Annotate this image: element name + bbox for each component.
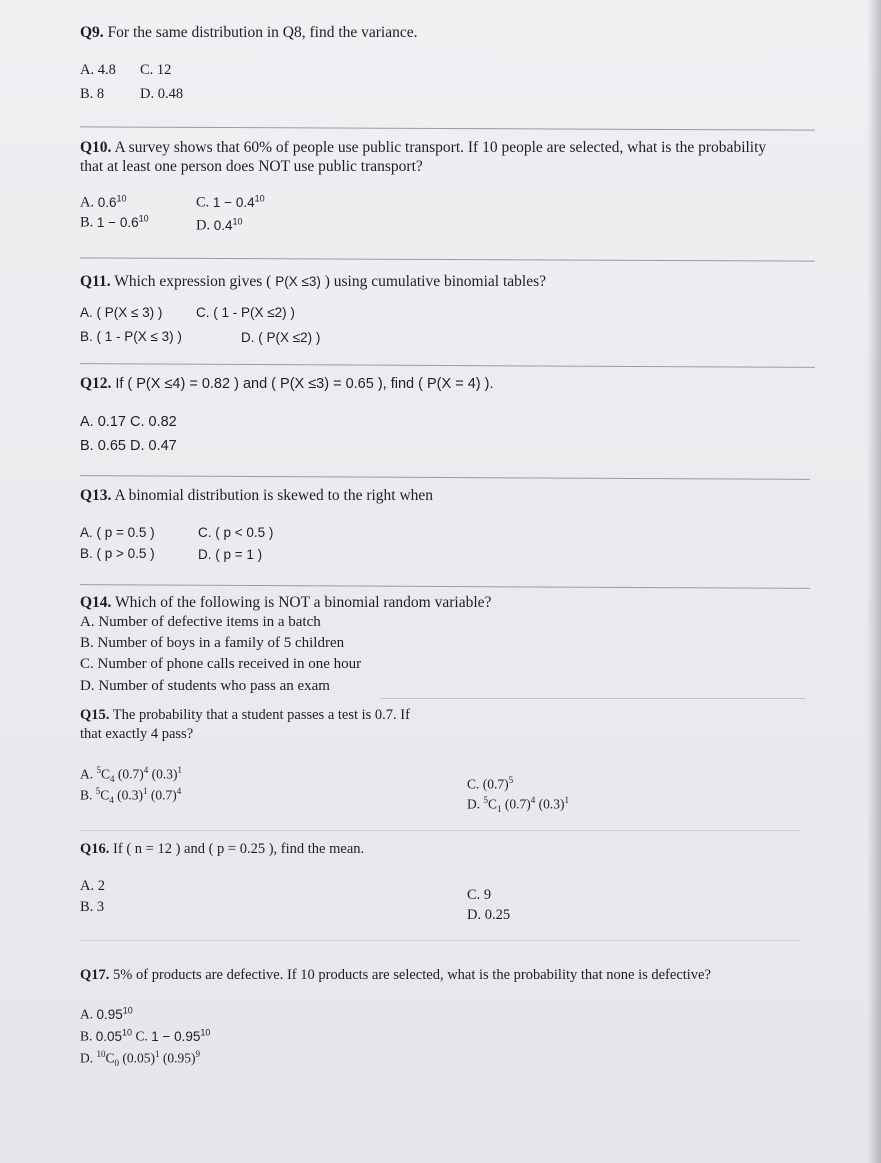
- option-a: A. Number of defective items in a batch: [80, 614, 321, 630]
- option-a: A. 4.8: [80, 62, 116, 78]
- question-number: Q16.: [80, 841, 110, 857]
- option-d: D. $^{10}C_0$ $(0.05)^1$ $(0.95)^9$: [80, 1049, 201, 1069]
- question-text: If ( n = 12 ) and ( p = 0.25 ), find the mean.: [113, 841, 365, 857]
- option-c: C. 9: [467, 887, 492, 903]
- option-d: D. $0.4^{10}$: [196, 216, 243, 234]
- question-15: [80, 706, 410, 744]
- option-c: C. $1 - 0.4^{10}$: [196, 193, 265, 211]
- question-text-line-1: The probability that a student passes a test is 0.7. If: [112, 707, 410, 723]
- question-number: Q12.: [80, 375, 112, 392]
- question-14: [80, 593, 491, 612]
- option-b: B. $1 - 0.6^{10}$: [80, 213, 149, 231]
- question-text: A survey shows that 60% of people use public transport. If 10 people are selected, what is the probability that at least one person does NOT use public transport?: [80, 139, 767, 175]
- option-d: D. ( p = 1 ): [198, 547, 263, 562]
- option-c: C. ( p < 0.5 ): [198, 525, 274, 540]
- question-number: Q13.: [80, 487, 112, 504]
- question-text: 5% of products are defective. If 10 products are selected, what is the probability that none is defective?: [113, 967, 711, 983]
- options-row-2: B. 0.65 D. 0.47: [80, 438, 177, 454]
- option-a: A. 2: [80, 878, 105, 894]
- option-a: A. ( P(X ≤ 3) ): [80, 305, 163, 320]
- question-number: Q10.: [80, 139, 112, 156]
- question-10: [80, 138, 780, 176]
- question-9: [80, 23, 418, 42]
- screen-edge-shadow: [867, 0, 881, 1163]
- option-c: C. ( 1 - P(X ≤2) ): [196, 305, 295, 320]
- option-d: D. $^5C_1$ $(0.7)^4$ $(0.3)^1$: [467, 795, 570, 815]
- question-11: Q11. Which expression gives ( P(X ≤3) ) using cumulative binomial tables?: [80, 273, 546, 290]
- question-text: If ( P(X ≤4) = 0.82 ) and ( P(X ≤3) = 0.65 ), find ( P(X = 4) ).: [115, 376, 494, 392]
- option-a: A. 0.95$^{10}$: [80, 1005, 133, 1022]
- question-12: [80, 374, 493, 394]
- option-a: A. ( p = 0.5 ): [80, 525, 155, 540]
- question-number: Q15.: [80, 707, 110, 723]
- option-b: B. ( 1 - P(X ≤ 3) ): [80, 329, 182, 344]
- question-text: A binomial distribution is skewed to the right when: [114, 487, 434, 504]
- question-number: Q14.: [80, 594, 112, 611]
- option-d: D. ( P(X ≤2) ): [241, 330, 321, 345]
- option-d: D. Number of students who pass an exam: [80, 678, 330, 694]
- divider: [80, 363, 815, 368]
- divider: [80, 830, 800, 831]
- question-number: Q11.: [80, 273, 111, 290]
- question-number: Q9.: [80, 24, 104, 41]
- question-17: [80, 966, 770, 984]
- option-d: D. 0.48: [140, 86, 184, 102]
- question-text-line-2: that exactly 4 pass?: [80, 726, 194, 742]
- question-text: For the same distribution in Q8, find the variance.: [107, 24, 418, 41]
- divider: [80, 584, 810, 589]
- divider: [80, 126, 815, 130]
- question-text: Which of the following is NOT a binomial random variable?: [115, 594, 492, 611]
- option-c: C. Number of phone calls received in one hour: [80, 656, 362, 672]
- question-13: [80, 486, 433, 505]
- option-c: C. $(0.7)^5$: [467, 775, 514, 792]
- option-b: B. 3: [80, 899, 105, 915]
- divider: [80, 475, 810, 480]
- divider: [380, 698, 805, 699]
- option-b: B. Number of boys in a family of 5 children: [80, 635, 345, 651]
- divider: [80, 257, 815, 261]
- divider: [80, 940, 800, 941]
- option-a: A. $^5C_4$ $(0.7)^4$ $(0.3)^1$: [80, 765, 183, 785]
- option-c: C. 12: [140, 62, 172, 78]
- option-b: B. $^5C_4$ $(0.3)^1$ $(0.7)^4$: [80, 786, 182, 806]
- option-b: B. ( p > 0.5 ): [80, 546, 155, 561]
- option-b: B. 8: [80, 86, 105, 102]
- option-d: D. 0.25: [467, 907, 511, 923]
- option-b-and-c: B. 0.05$^{10}$ C. $1 - 0.95^{10}$: [80, 1027, 211, 1044]
- question-number: Q17.: [80, 967, 110, 983]
- question-16: [80, 840, 364, 859]
- option-a: A. $0.6^{10}$: [80, 193, 127, 211]
- options-row-1: A. 0.17 C. 0.82: [80, 414, 177, 430]
